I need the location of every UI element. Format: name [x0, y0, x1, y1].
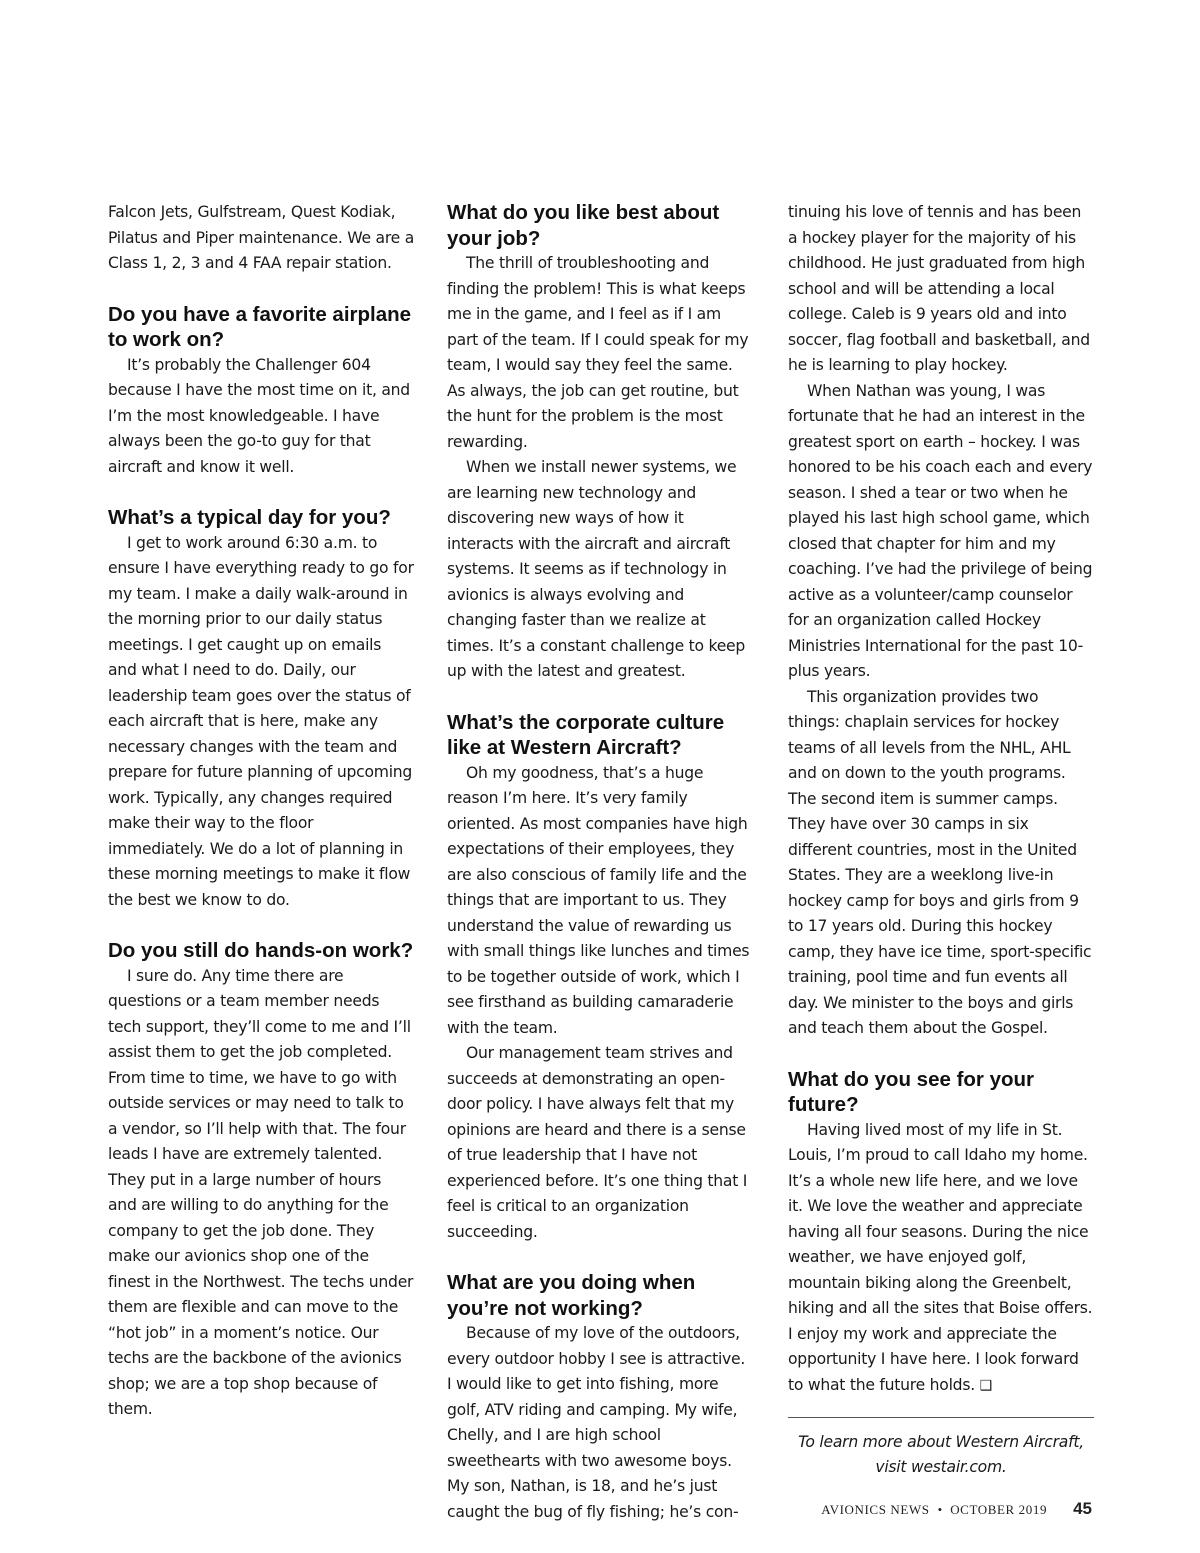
paragraph-corporate-culture-1: Oh my goodness, that’s a huge reason I’m here. It’s very family oriented. As most companies have high expectations of their employees, they are also conscious of family life and the things that are important to us. They understand the value of rewarding us with small things like lunches and times to be together outside of work, which I see firsthand as building camaraderie with the team.: [447, 763, 750, 1037]
paragraph-organization: This organization provides two things: chaplain services for hockey teams of all levels from the NHL, AHL and on down to the youth programs. The second item is summer camps. They have over 30 camps in six different countries, most in the United States. They are a weeklong live-in hockey camp for boys and girls from 9 to 17 years old. During this hockey camp, they have ice time, sport-specific training, pool time and fun events all day. We minister to the boys and girls and teach them about the Gospel.: [788, 687, 1092, 1037]
paragraph-hands-on-work: I sure do. Any time there are questions or a team member needs tech support, they’ll come to me and I’ll assist them to get the job completed. From time to time, we have to go with outside services or may need to talk to a vendor, so I’ll help with that. The four leads I have are extremely talented. They put in a large number of hours and are willing to do anything for the company to get the job done. They make our avionics shop one of the finest in the Northwest. The techs under them are flexible and can move to the “hot job” in a moment’s notice. Our techs are the backbone of the avionics shop; we are a top shop because of them.: [108, 966, 414, 1418]
paragraph-future: [788, 1118, 1094, 1400]
page-footer: [821, 1499, 1092, 1519]
column-right: [788, 200, 1094, 1480]
heading-not-working: What are you doing when you’re not working?: [447, 1271, 696, 1320]
footer-issue: OCTOBER 2019: [950, 1502, 1048, 1517]
paragraph-intro: Falcon Jets, Gulfstream, Quest Kodiak, Pilatus and Piper maintenance. We are a Class 1, 2, 3 and 4 FAA repair station.: [108, 203, 415, 272]
paragraph-like-best-1: The thrill of troubleshooting and finding the problem! This is what keeps me in the game, and I feel as if I am part of the team. If I could speak for my team, I would say they feel the same. As always, the job can get routine, but the hunt for the problem is the most rewarding.: [447, 254, 749, 451]
heading-typical-day: What’s a typical day for you?: [108, 506, 391, 529]
paragraph-favorite-airplane: It’s probably the Challenger 604 because I have the most time on it, and I’m the most knowledgeable. I have always been the go-to guy for that aircraft and know it well.: [108, 355, 410, 476]
paragraph-corporate-culture-2: Our management team strives and succeeds at demonstrating an open-door policy. I have always felt that my opinions are heard and there is a sense of true leadership that I have not experienced before. It’s one thing that I feel is critical to an organization succeeding.: [447, 1044, 748, 1241]
paragraph-future-text: Having lived most of my life in St. Louis, I’m proud to call Idaho my home. It’s a whole new life here, and we love it. We love the weather and appreciate having all four seasons. During the nice weather, we have enjoyed golf, mountain biking along the Greenbelt, hiking and all the sites that Boise offers. I enjoy my work and appreciate the opportunity I have here. I look forward to what the future holds.: [788, 1120, 1093, 1394]
paragraph-typical-day: I get to work around 6:30 a.m. to ensure I have everything ready to go for my team. I make a daily walk-around in the morning prior to our daily status meetings. I get caught up on emails and what I need to do. Daily, our leadership team goes over the status of each aircraft that is here, make any necessary changes with the team and prepare for future planning of upcoming work. Typically, any changes required make their way to the floor immediately. We do a lot of planning in these morning meetings to make it flow the best we know to do.: [108, 533, 414, 909]
page-number: 45: [1073, 1499, 1092, 1518]
heading-like-best: What do you like best about your job?: [447, 201, 720, 250]
heading-future: What do you see for your future?: [788, 1067, 1035, 1116]
paragraph-not-working: Because of my love of the outdoors, every outdoor hobby I see is attractive. I would like to get into fishing, more golf, ATV riding and camping. My wife, Chelly, and I are high school sweethearts with two awesome boys. My son, Nathan, is 18, and he’s just caught the bug of fly fishing; he’s con-: [447, 1324, 746, 1521]
column-left: [108, 200, 414, 1423]
paragraph-nathan-hockey: When Nathan was young, I was fortunate that he had an interest in the greatest sport on earth – hockey. I was honored to be his coach each and every season. I shed a tear or two when he played his last high school game, which closed that chapter for him and my coaching. I’ve had the privilege of being active as a volunteer/camp counselor for an organization called Hockey Ministries International for the past 10-plus years.: [788, 381, 1093, 680]
end-of-article-icon: ❑: [979, 1377, 992, 1394]
heading-favorite-airplane: Do you have a favorite airplane to work on?: [108, 302, 412, 351]
footer-separator: •: [937, 1502, 943, 1517]
divider-rule: [788, 1417, 1094, 1418]
promo-line-1: To learn more about Western Aircraft,: [798, 1433, 1084, 1451]
heading-corporate-culture: What’s the corporate culture like at Western Aircraft?: [447, 710, 725, 759]
paragraph-continued: tinuing his love of tennis and has been a hockey player for the majority of his childhood. He just graduated from high school and will be attending a local college. Caleb is 9 years old and into soccer, flag football and basketball, and he is learning to play hockey.: [788, 203, 1090, 374]
column-middle: [447, 200, 753, 1525]
promo-line-2: visit westair.com.: [875, 1458, 1007, 1476]
paragraph-like-best-2: When we install newer systems, we are learning new technology and discovering new ways of how it interacts with the aircraft and aircraft systems. It seems as if technology in avionics is always evolving and changing faster than we realize at times. It’s a constant challenge to keep up with the latest and greatest.: [447, 458, 746, 680]
footer-publication: AVIONICS NEWS: [821, 1502, 930, 1517]
heading-hands-on-work: Do you still do hands-on work?: [108, 939, 414, 962]
